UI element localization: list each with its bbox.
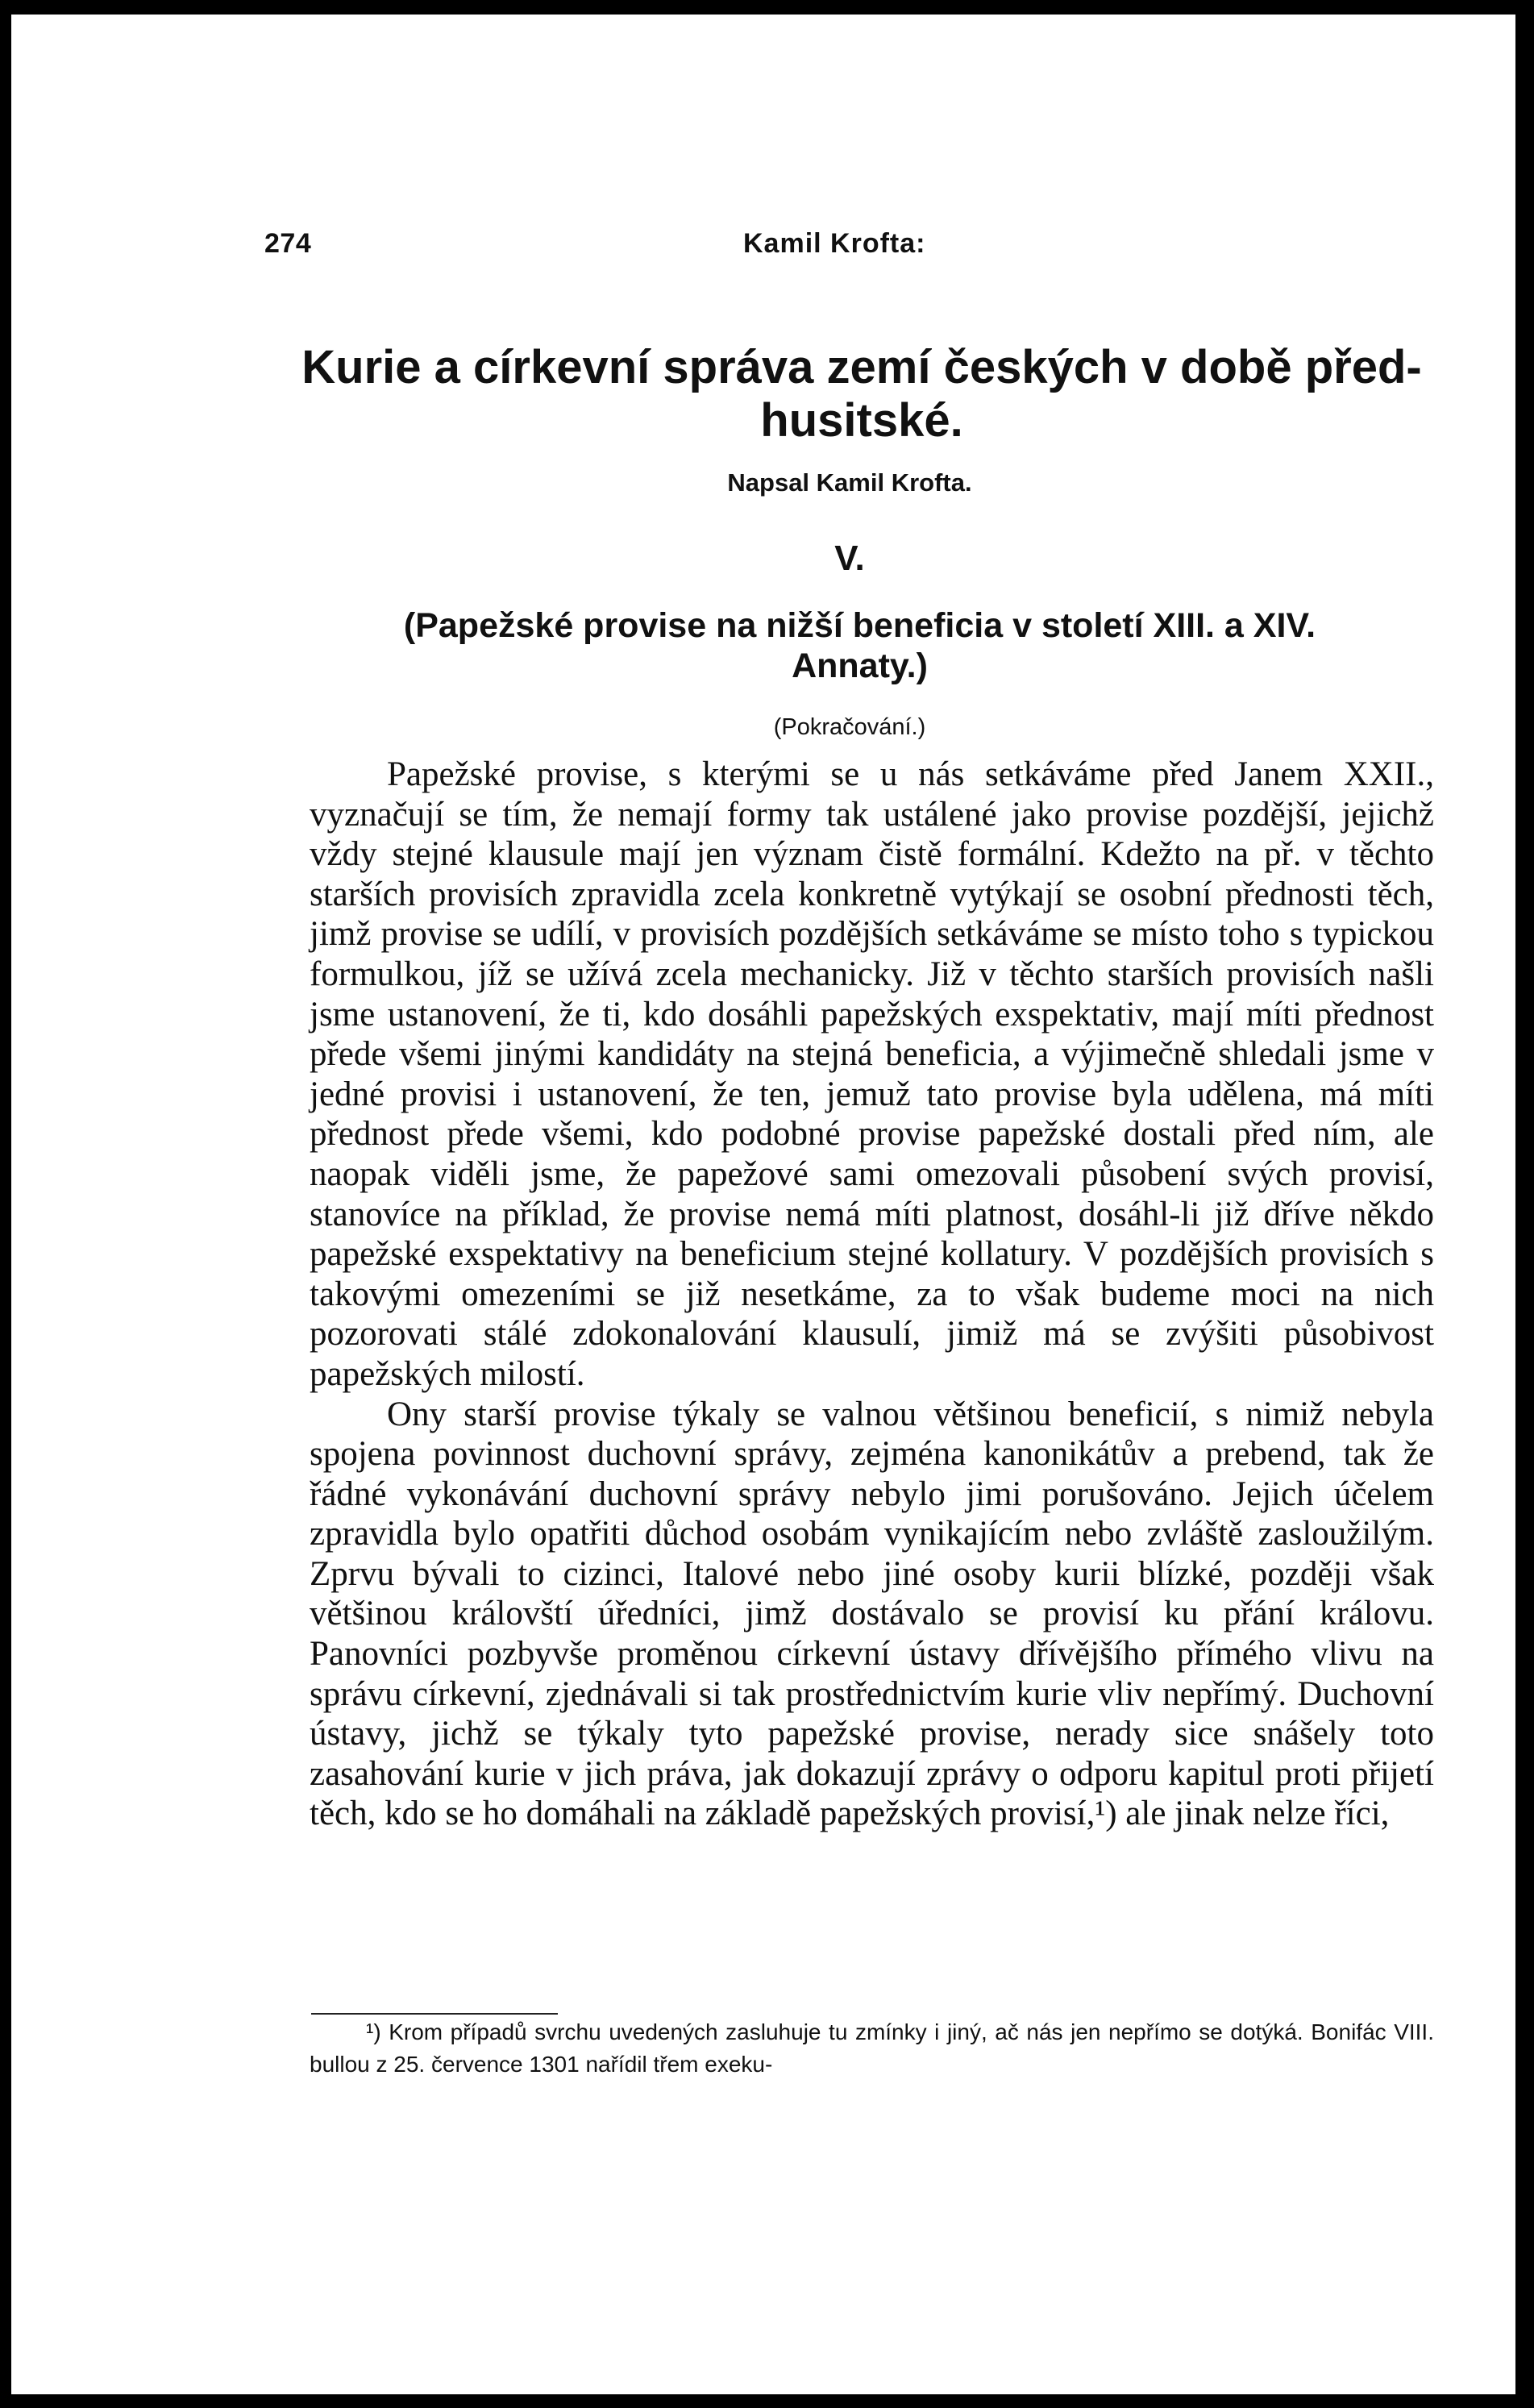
- article-title-line-2: husitské.: [760, 394, 963, 447]
- article-title: [289, 341, 1434, 447]
- page-number: 274: [264, 228, 312, 259]
- section-subtitle-line-2: Annaty.): [792, 647, 928, 685]
- footnote: ¹) Krom případů svrchu uvedených zasluhuje tu zmínky i jiný, ač nás jen nepřímo se dotýká. Bonifác VIII. bullou z 25. července 1301 nařídil třem exeku-: [310, 2019, 1434, 2077]
- body-text: [310, 755, 1434, 1834]
- continuation-note: (Pokračování.): [773, 714, 926, 740]
- running-head: Kamil Krofta:: [743, 228, 926, 259]
- page-header: [11, 228, 1515, 277]
- section-subtitle-line-1: (Papežské provise na nižší beneficia v století XIII. a XIV.: [403, 606, 1316, 645]
- paragraph: Ony starší provise týkaly se valnou většinou beneficií, s nimiž nebyla spojena povinnost duchovní správy, zejména kanonikátův a prebend, tak že řádné vykonávání duchovní správy nebylo jimi porušováno. Jejich účelem zpravidla bylo opatřiti důchod osobám vynikajícím nebo zvláště zasloužilým. Zprvu bývali to cizinci, Italové nebo jiné osoby kurii blízké, později však většinou královští úředníci, jimž dostávalo se provisí ku přání královu. Panovníci pozbyvše proměnou církevní ústavy dřívějšího přímého vlivu na správu církevní, zjednávali si tak prostřednictvím kurie vliv nepřímý. Duchovní ústavy, jichž se týkaly tyto papežské provise, nerady sice snášely toto zasahování kurie v jich práva, jak dokazují zprávy o odporu kapitul proti přijetí těch, kdo se ho domáhali na základě papežských provisí,¹) ale jinak nelze říci,: [310, 1395, 1434, 1833]
- section-subtitle: [297, 605, 1422, 686]
- paragraph: Papežské provise, s kterými se u nás setkáváme před Janem XXII., vyznačují se tím, že nemají formy tak ustálené jako provise pozdější, jejichž vždy stejné klausule mají jen význam čistě formální. Kdežto na př. v těchto starších provisích zpravidla zcela konkretně vytýkají se osobní přednosti těch, jimž provise se udílí, v provisích pozdějších setkáváme se místo toho s typickou formulkou, jíž se užívá zcela mechanicky. Již v těchto starších provisích našli jsme ustanovení, že ti, kdo dosáhli papežských exspektativ, mají míti přednost přede všemi jinými kandidáty na stejná beneficia, a výjimečně shledali jsme v jedné provisi i ustanovení, že ten, jemuž tato provise byla udělena, má míti přednost přede všemi, kdo podobné provise papežské dostali před ním, ale naopak viděli jsme, že papežové sami omezovali působení svých provisí, stanovíce na příklad, že provise nemá míti platnost, dosáhl-li již dříve někdo papežské exspektativy na beneficium stejné kollatury. V pozdějších provisích s takovými omezeními se již nesetkáme, za to však budeme moci na nich pozorovati stálé zdokonalování klausulí, jimiž má se zvýšiti působivost papežských milostí.: [310, 755, 1434, 1393]
- scanned-page: [11, 15, 1515, 2394]
- footnote-divider: [311, 2013, 558, 2015]
- author-byline: Napsal Kamil Krofta.: [727, 468, 972, 497]
- section-number: V.: [834, 539, 865, 578]
- article-title-line-1: Kurie a církevní správa zemí českých v době před-: [301, 341, 1422, 393]
